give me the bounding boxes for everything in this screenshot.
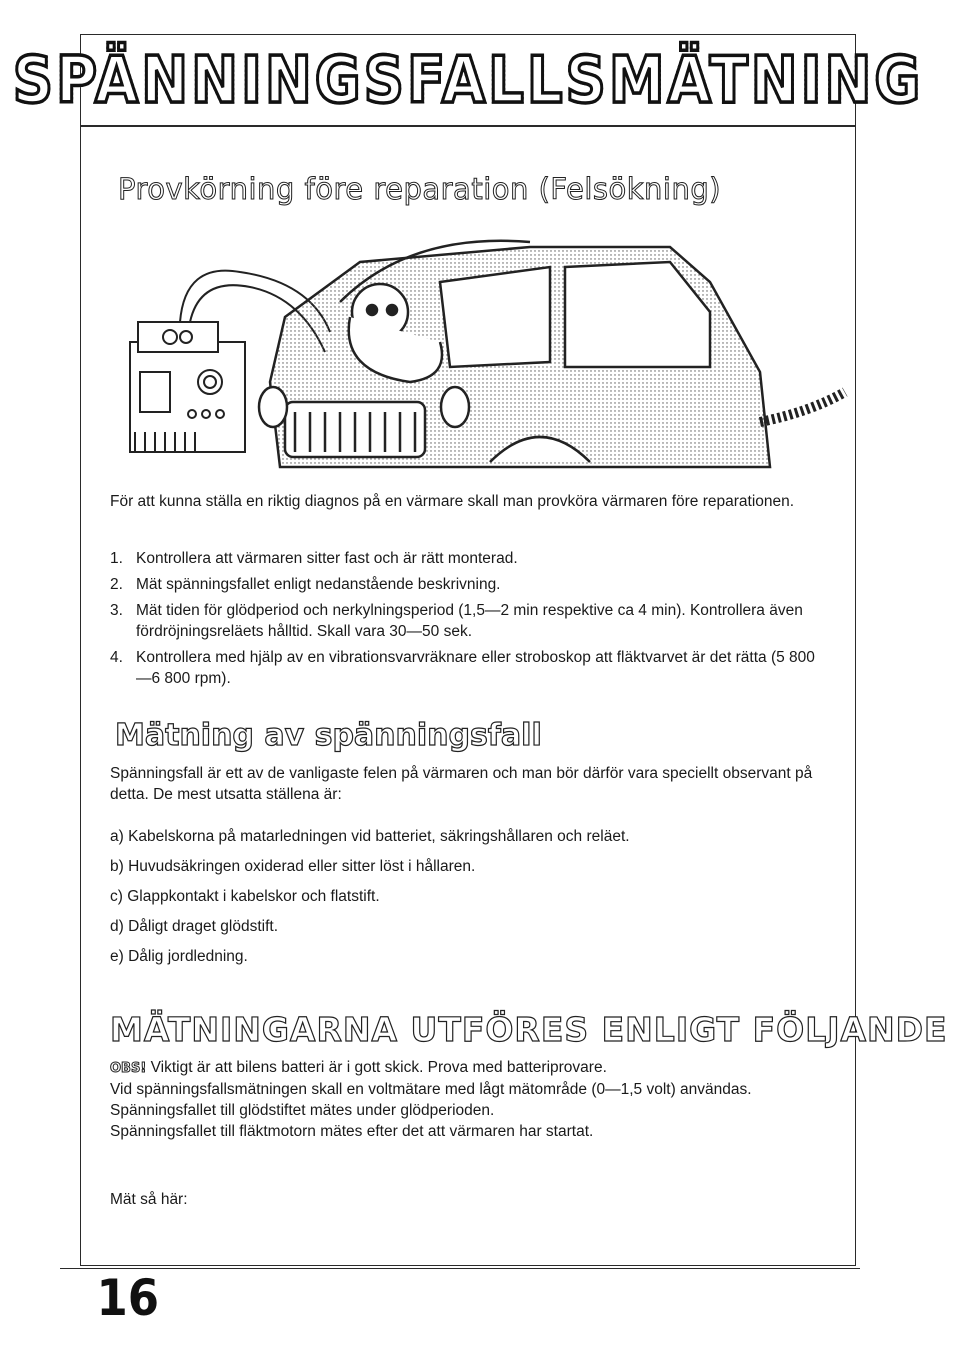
list-item bbox=[110, 574, 830, 595]
list-item bbox=[110, 548, 830, 569]
step-number: 2. bbox=[110, 576, 123, 593]
instruction-line: Vid spänningsfallsmätningen skall en voltmätare med lågt mätområde (0—1,5 volt) användas. bbox=[110, 1081, 752, 1098]
list-item: c) Glappkontakt i kabelskor och flatstift. bbox=[110, 888, 380, 905]
section-heading-matning: Mätning av spänningsfall bbox=[115, 718, 542, 753]
list-item: b) Huvudsäkringen oxiderad eller sitter löst i hållaren. bbox=[110, 858, 476, 875]
instruction-line: Spänningsfallet till glödstiftet mätes under glödperioden. bbox=[110, 1102, 495, 1119]
title-band bbox=[12, 35, 924, 127]
mat-sa-har-text: Mät så här: bbox=[110, 1191, 188, 1208]
step-text: Mät tiden för glödperiod och nerkylningsperiod (1,5—2 min respektive ca 4 min). Kontrollera även fördröjningsreläets hålltid. Skall vara 30—50 sek. bbox=[136, 602, 803, 640]
car-icon bbox=[259, 241, 845, 467]
step-text: Kontrollera med hjälp av en vibrationsvarvräknare eller stroboskop att fläktvarvet är det rätta (5 800—6 800 rpm). bbox=[136, 649, 815, 687]
section-heading-matningarna: MÄTNINGARNA UTFÖRES ENLIGT FÖLJANDE bbox=[110, 1010, 948, 1049]
obs-line bbox=[110, 1057, 830, 1079]
list-item bbox=[110, 600, 830, 642]
obs-label: OBS! bbox=[110, 1061, 147, 1076]
voltage-drop-paragraph: Spänningsfall är ett av de vanligaste felen på värmaren och man bör därför vara speciellt observant på detta. De mest utsatta ställena är: bbox=[110, 765, 813, 803]
list-item: d) Dåligt draget glödstift. bbox=[110, 918, 279, 935]
list-item: e) Dålig jordledning. bbox=[110, 948, 248, 965]
measurement-instructions bbox=[110, 1057, 830, 1142]
cause-list bbox=[110, 826, 830, 976]
step-number: 3. bbox=[110, 602, 123, 619]
step-text: Mät spänningsfallet enligt nedanstående beskrivning. bbox=[136, 576, 501, 593]
procedure-steps bbox=[110, 548, 830, 694]
car-repair-illustration bbox=[110, 222, 850, 472]
instruction-line: Spänningsfallet till fläktmotorn mätes efter det att värmaren har startat. bbox=[110, 1123, 594, 1140]
list-item: a) Kabelskorna på matarledningen vid batteriet, säkringshållaren och reläet. bbox=[110, 828, 630, 845]
step-text: Kontrollera att värmaren sitter fast och är rätt monterad. bbox=[136, 550, 518, 567]
intro-text: För att kunna ställa en riktig diagnos på en värmare skall man provköra värmaren före reparationen. bbox=[110, 493, 795, 510]
step-number: 4. bbox=[110, 649, 123, 666]
obs-text: Viktigt är att bilens batteri är i gott skick. Prova med batteriprovare. bbox=[146, 1059, 607, 1076]
bottom-rule bbox=[60, 1268, 860, 1269]
page-number: 16 bbox=[96, 1269, 160, 1327]
page-title: SPÄNNINGSFALLSMÄTNING bbox=[12, 42, 924, 118]
section-heading-provkorning: Provkörning före reparation (Felsökning) bbox=[118, 172, 722, 206]
step-number: 1. bbox=[110, 550, 123, 567]
list-item bbox=[110, 647, 830, 689]
